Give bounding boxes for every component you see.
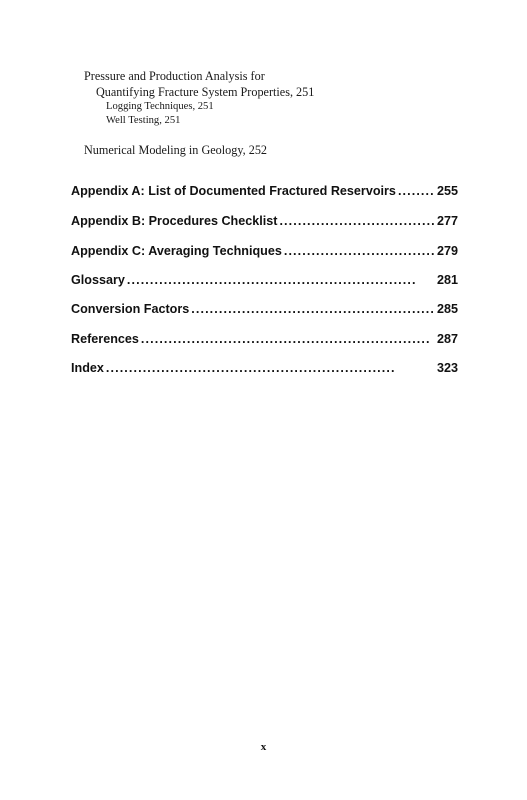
toc-entry-page: 287 [436,332,458,346]
toc-entry-title: Conversion Factors [71,302,190,316]
toc-entry-title: Appendix C: Averaging Techniques [71,244,282,258]
toc-entry-page: 323 [436,361,458,375]
dot-leader [106,361,435,375]
toc-entry-appendix-b [71,214,458,230]
toc-entry-index [71,361,458,377]
subsection-subentry: Logging Techniques, 251 [106,101,214,112]
toc-entry-glossary [71,273,458,289]
toc-entry-references [71,332,458,348]
subsection-entry: Numerical Modeling in Geology, 252 [84,143,268,157]
toc-entry-page: 279 [436,244,458,258]
toc-entry-title: Glossary [71,273,125,287]
page-number: x [260,741,267,753]
dot-leader [127,273,435,287]
toc-entry-title: Appendix A: List of Documented Fractured Reservoirs [71,184,396,198]
toc-entry-title: Appendix B: Procedures Checklist [71,214,278,228]
toc-entry-page: 255 [436,184,458,198]
dot-leader [141,332,435,346]
dot-leader [279,214,435,228]
toc-entry-page: 281 [436,273,458,287]
dot-leader [191,302,435,316]
subsection-entry: Pressure and Production Analysis for [84,69,265,83]
toc-entry-title: References [71,332,139,346]
toc-entry-appendix-c [71,244,458,260]
subsection-entry: Quantifying Fracture System Properties, 251 [96,85,315,99]
toc-entry-title: Index [71,361,104,375]
toc-entry-page: 285 [436,302,458,316]
toc-entry-conversion-factors [71,302,458,318]
subsection-subentry: Well Testing, 251 [106,115,181,126]
dot-leader [398,184,435,198]
toc-entry-page: 277 [436,214,458,228]
toc-entry-appendix-a [71,184,458,200]
dot-leader [284,244,435,258]
